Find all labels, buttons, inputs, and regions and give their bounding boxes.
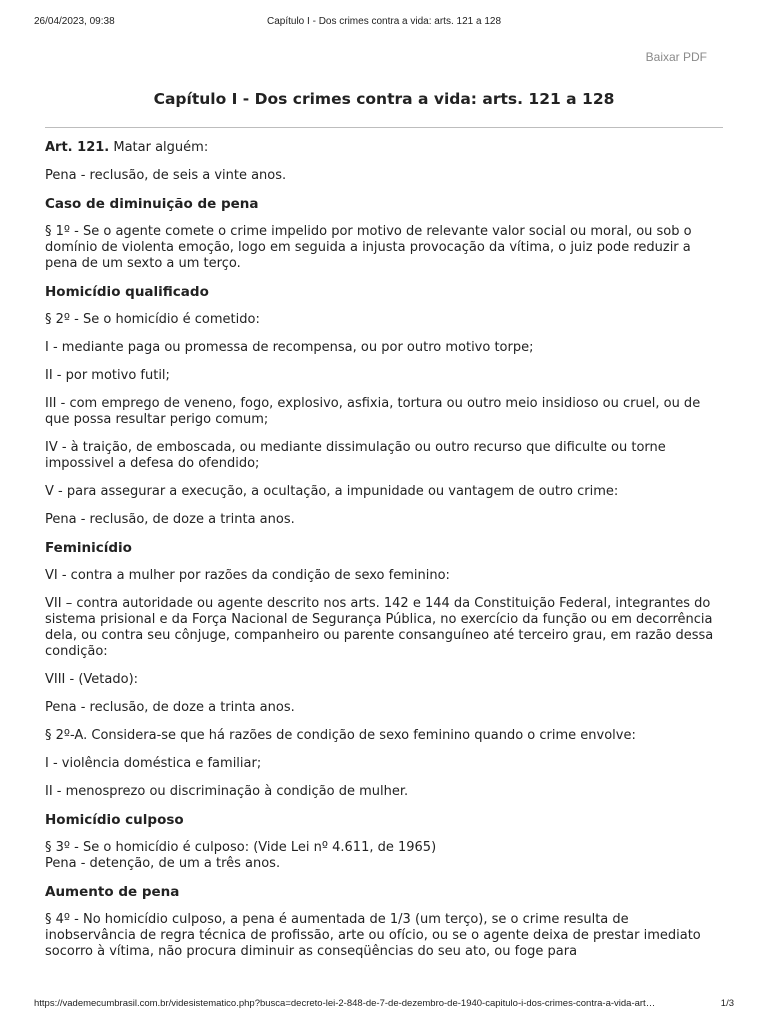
- print-url: https://vademecumbrasil.com.br/videsistematico.php?busca=decreto-lei-2-848-de-7-de-dezembro-de-1940-capitulo-i-dos-crimes-contra-a-vida-art…: [34, 998, 656, 1009]
- article-121: [45, 140, 721, 156]
- section-heading: Caso de diminuição de pena: [45, 196, 259, 212]
- paragraph: Pena - reclusão, de doze a trinta anos.: [45, 512, 295, 527]
- paragraph: III - com emprego de veneno, fogo, explosivo, asfixia, tortura ou outro meio insidioso ou cruel, ou de que possa resultar perigo comum;: [45, 396, 701, 427]
- paragraph: Pena - reclusão, de doze a trinta anos.: [45, 700, 295, 715]
- title-divider: [45, 127, 723, 128]
- paragraph: § 2º - Se o homicídio é cometido:: [45, 312, 260, 327]
- paragraph: II - menosprezo ou discriminação à condição de mulher.: [45, 784, 409, 799]
- article-label: Art. 121.: [45, 140, 110, 155]
- paragraph: § 2º-A. Considera-se que há razões de condição de sexo feminino quando o crime envolve:: [45, 728, 636, 743]
- document-body: [45, 140, 721, 972]
- paragraph: I - mediante paga ou promessa de recompensa, ou por outro motivo torpe;: [45, 340, 534, 355]
- article-text: Matar alguém:: [109, 140, 209, 155]
- paragraph: IV - à traição, de emboscada, ou mediante dissimulação ou outro recurso que dificulte ou torne impossivel a defesa do ofendido;: [45, 440, 666, 471]
- paragraph: VII – contra autoridade ou agente descrito nos arts. 142 e 144 da Constituição Federal, integrantes do sistema prisional e da Força Nacional de Segurança Pública, no exercício da função ou em decorrência dela, ou contra seu cônjuge, companheiro ou parente consanguíneo até terceiro grau, em razão dessa condição:: [45, 596, 714, 659]
- paragraph: VIII - (Vetado):: [45, 672, 139, 687]
- paragraph: § 1º - Se o agente comete o crime impelido por motivo de relevante valor social ou moral, ou sob o domínio de violenta emoção, logo em seguida a injusta provocação da vítima, o juiz pode reduzir a pena de um sexto a um terço.: [45, 224, 692, 271]
- section-heading: Homicídio culposo: [45, 812, 184, 828]
- page-number: 1/3: [720, 998, 734, 1009]
- paragraph: VI - contra a mulher por razões da condição de sexo feminino:: [45, 568, 450, 583]
- paragraph-line: Pena - detenção, de um a três anos.: [45, 856, 281, 871]
- paragraph: [45, 840, 721, 872]
- section-heading: Homicídio qualificado: [45, 284, 209, 300]
- section-heading: Aumento de pena: [45, 884, 180, 900]
- section-heading: Feminicídio: [45, 540, 132, 556]
- paragraph: II - por motivo futil;: [45, 368, 170, 383]
- paragraph: Pena - reclusão, de seis a vinte anos.: [45, 168, 287, 183]
- document-title: Capítulo I - Dos crimes contra a vida: arts. 121 a 128: [153, 90, 615, 108]
- print-datetime: 26/04/2023, 09:38: [34, 16, 115, 27]
- download-pdf-link[interactable]: Baixar PDF: [645, 50, 707, 64]
- print-page-title: Capítulo I - Dos crimes contra a vida: arts. 121 a 128: [267, 16, 501, 27]
- paragraph: I - violência doméstica e familiar;: [45, 756, 262, 771]
- paragraph: V - para assegurar a execução, a ocultação, a impunidade ou vantagem de outro crime:: [45, 484, 619, 499]
- paragraph: § 4º - No homicídio culposo, a pena é aumentada de 1/3 (um terço), se o crime resulta de inobservância de regra técnica de profissão, arte ou ofício, ou se o agente deixa de prestar imediato socorro à vítima, não procura diminuir as conseqüências do seu ato, ou foge para: [45, 912, 701, 959]
- paragraph-line: § 3º - Se o homicídio é culposo: (Vide Lei nº 4.611, de 1965): [45, 840, 437, 855]
